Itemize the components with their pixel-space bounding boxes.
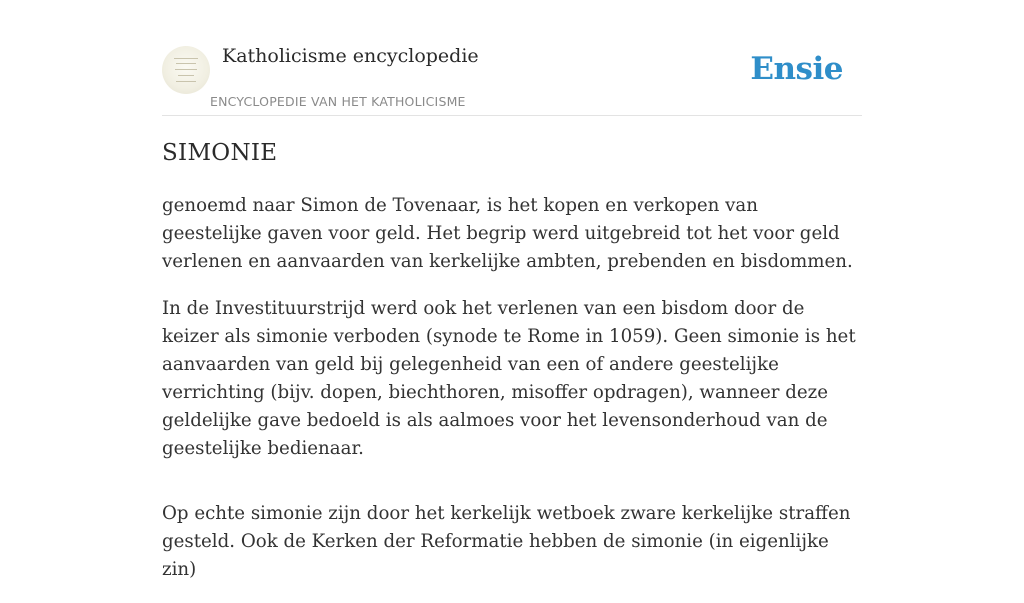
content-container	[162, 0, 862, 580]
entry-body	[162, 192, 862, 603]
site-header	[162, 0, 862, 116]
site-title[interactable]: Katholicisme encyclopedie	[222, 45, 479, 67]
entry-paragraph: In de Investituurstrijd werd ook het verlenen van een bisdom door de keizer als simonie verboden (synode te Rome in 1059). Geen simonie is het aanvaarden van geld bij gelegenheid van een of andere geestelijke verrichting (bijv. dopen, biechthoren, misoffer opdragen), wanneer deze geldelijke gave bedoeld is als aalmoes voor het levensonderhoud van de geestelijke bedienaar.	[162, 298, 856, 459]
site-subtitle: ENCYCLOPEDIE VAN HET KATHOLICISME	[210, 94, 466, 109]
encyclopedia-logo-icon[interactable]	[162, 46, 210, 94]
entry-title: SIMONIE	[162, 140, 278, 166]
entry-paragraph: Op echte simonie zijn door het kerkelijk wetboek zware kerkelijke straffen gesteld. Ook de Kerken der Reformatie hebben de simonie (in eigenlijke zin)	[162, 503, 851, 580]
brand-logo[interactable]: Ensie	[750, 51, 843, 87]
entry-paragraph: genoemd naar Simon de Tovenaar, is het kopen en verkopen van geestelijke gaven voor geld. Het begrip werd uitgebreid tot het voor geld verlenen en aanvaarden van kerkelijke ambten, prebenden en bisdommen.	[162, 195, 853, 272]
